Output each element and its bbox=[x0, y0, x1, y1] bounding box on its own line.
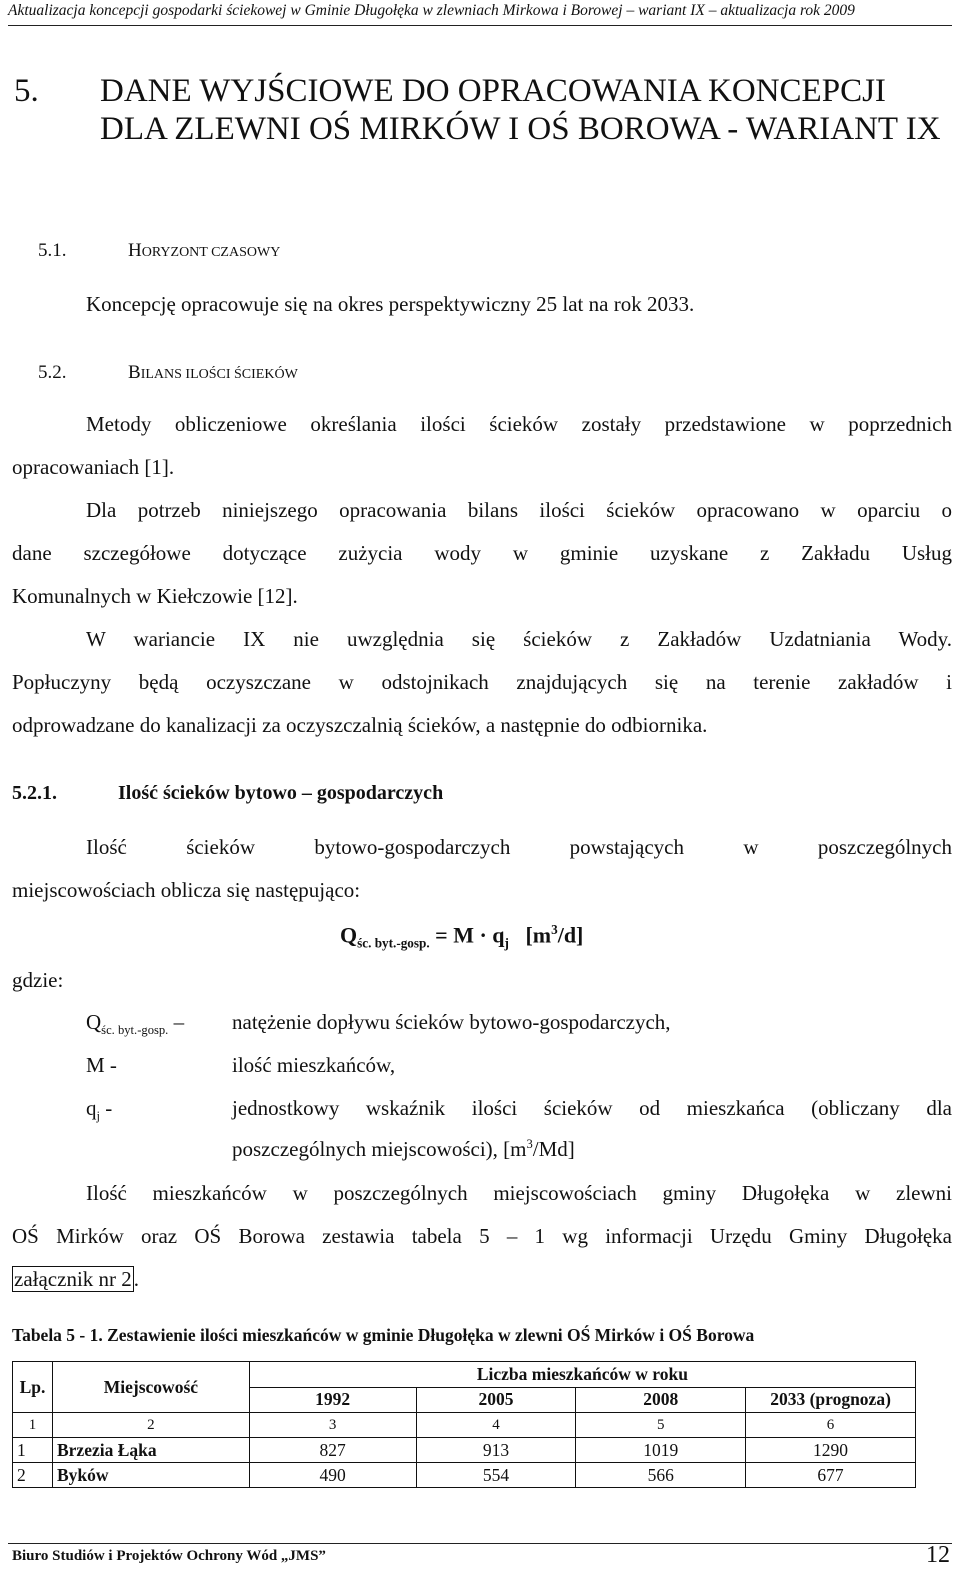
row-place: Byków bbox=[52, 1463, 249, 1488]
paragraph-line: OŚ Mirków oraz OŚ Borowa zestawia tabela 5 – 1 wg informacji Urzędu Gminy Długołęka bbox=[12, 1224, 952, 1248]
definition-symbol: M - bbox=[86, 1053, 117, 1077]
chapter-title: DANE WYJŚCIOWE DO OPRACOWANIA KONCEPCJI DLA ZLEWNI OŚ MIRKÓW I OŚ BOROWA - WARIANT IX bbox=[100, 73, 941, 147]
index-cell: 1 bbox=[13, 1413, 53, 1438]
index-cell: 2 bbox=[52, 1413, 249, 1438]
text: poszczególnych miejscowości), [m bbox=[232, 1137, 527, 1161]
definition-symbol bbox=[86, 1096, 112, 1124]
period: . bbox=[133, 1267, 140, 1291]
paragraph-line bbox=[12, 1267, 139, 1292]
formula-unit: /d] bbox=[557, 922, 584, 948]
year-header: 2033 (prognoza) bbox=[746, 1387, 916, 1413]
table-row bbox=[13, 1463, 916, 1488]
row-value: 554 bbox=[416, 1463, 576, 1488]
text: /Md] bbox=[532, 1137, 575, 1161]
year-header: 2005 bbox=[416, 1387, 576, 1413]
title-rest: ILANS ILOŚCI ŚCIEKÓW bbox=[140, 367, 298, 382]
paragraph-line: Ilość ścieków bytowo-gospodarczych powstających w poszczególnych bbox=[86, 835, 952, 859]
row-value: 913 bbox=[416, 1438, 576, 1463]
row-value: 490 bbox=[249, 1463, 416, 1488]
definition-text bbox=[232, 1137, 575, 1162]
index-cell: 4 bbox=[416, 1413, 576, 1438]
attachment-link[interactable]: załącznik nr 2 bbox=[14, 1267, 132, 1291]
formula-subscript: śc. byt.-gosp. bbox=[357, 935, 430, 951]
formula-equation: = M · q bbox=[429, 922, 505, 948]
definition-text: natężenie dopływu ścieków bytowo-gospodarczych, bbox=[232, 1010, 671, 1034]
index-cell: 3 bbox=[249, 1413, 416, 1438]
definition-symbol bbox=[86, 1010, 184, 1038]
chapter-number: 5. bbox=[14, 73, 39, 109]
section-5-1-paragraph: Koncepcję opracowuje się na okres perspektywiczny 25 lat na rok 2033. bbox=[86, 292, 695, 316]
row-value: 566 bbox=[576, 1463, 746, 1488]
section-5-2-1-title: Ilość ścieków bytowo – gospodarczych bbox=[118, 782, 444, 804]
header-divider bbox=[8, 25, 952, 26]
definition-text: jednostkowy wskaźnik ilości ścieków od mieszkańca (obliczany dla bbox=[232, 1096, 952, 1120]
index-cell: 5 bbox=[576, 1413, 746, 1438]
symbol-separator: - bbox=[100, 1096, 113, 1120]
paragraph-line: Popłuczyny będą oczyszczane w odstojnikach znajdujących się na terenie zakładów i bbox=[12, 670, 952, 694]
title-initial: H bbox=[128, 240, 142, 261]
year-header: 2008 bbox=[576, 1387, 746, 1413]
table-caption: Tabela 5 - 1. Zestawienie ilości mieszkańców w gminie Długołęka w zlewni OŚ Mirków i OŚ Borowa bbox=[12, 1325, 755, 1345]
symbol-subscript: j bbox=[96, 1109, 100, 1124]
row-value: 827 bbox=[249, 1438, 416, 1463]
definition-text: ilość mieszkańców, bbox=[232, 1053, 396, 1077]
formula-subscript: j bbox=[504, 935, 509, 951]
unit-exp: 3 bbox=[526, 1137, 533, 1151]
page-number: 12 bbox=[926, 1542, 950, 1568]
paragraph-line: Ilość mieszkańców w poszczególnych miejscowościach gminy Długołęka w zlewni bbox=[86, 1181, 952, 1205]
symbol: Q bbox=[86, 1010, 102, 1034]
running-header: Aktualizacja koncepcji gospodarki ściekowej w Gminie Długołęka w zlewniach Mirkowa i Borowej – wariant IX – aktualizacja rok 2009 bbox=[8, 2, 855, 19]
row-value: 1290 bbox=[746, 1438, 916, 1463]
col-header-lp: Lp. bbox=[13, 1362, 53, 1413]
row-lp: 1 bbox=[13, 1438, 53, 1463]
group-header: Liczba mieszkańców w roku bbox=[249, 1362, 915, 1388]
table-index-row bbox=[13, 1413, 916, 1438]
footer-text: Biuro Studiów i Projektów Ochrony Wód „JMS” bbox=[12, 1548, 326, 1564]
paragraph-line: dane szczegółowe dotyczące zużycia wody w gminie uzyskane z Zakładu Usług bbox=[12, 541, 952, 565]
row-value: 677 bbox=[746, 1463, 916, 1488]
section-5-1-title bbox=[128, 240, 280, 262]
paragraph-line: Komunalnych w Kiełczowie [12]. bbox=[12, 584, 298, 608]
index-cell: 6 bbox=[746, 1413, 916, 1438]
table-row bbox=[13, 1438, 916, 1463]
footer-divider bbox=[8, 1543, 952, 1544]
col-header-place: Miejscowość bbox=[52, 1362, 249, 1413]
formula-unit: [m bbox=[525, 922, 552, 948]
section-5-2-number: 5.2. bbox=[38, 362, 67, 383]
row-value: 1019 bbox=[576, 1438, 746, 1463]
paragraph-line: Dla potrzeb niniejszego opracowania bilans ilości ścieków opracowano w oparciu o bbox=[86, 498, 952, 522]
year-header: 1992 bbox=[249, 1387, 416, 1413]
population-table bbox=[12, 1361, 916, 1488]
section-5-2-1-number: 5.2.1. bbox=[12, 782, 57, 804]
where-label: gdzie: bbox=[12, 968, 64, 992]
formula bbox=[340, 922, 583, 952]
paragraph-line: odprowadzane do kanalizacji za oczyszczalnią ścieków, a następnie do odbiornika. bbox=[12, 713, 708, 737]
section-5-1-number: 5.1. bbox=[38, 240, 67, 261]
row-lp: 2 bbox=[13, 1463, 53, 1488]
table-header-row bbox=[13, 1362, 916, 1388]
paragraph-line: W wariancie IX nie uwzględnia się ścieków z Zakładów Uzdatniania Wody. bbox=[86, 627, 952, 651]
symbol-separator: – bbox=[168, 1010, 185, 1034]
paragraph-line: Metody obliczeniowe określania ilości ścieków zostały przedstawione w poprzednich bbox=[86, 412, 952, 436]
formula-symbol: Q bbox=[340, 922, 358, 948]
row-place: Brzezia Łąka bbox=[52, 1438, 249, 1463]
title-initial: B bbox=[128, 362, 141, 383]
symbol-subscript: śc. byt.-gosp. bbox=[101, 1023, 169, 1038]
paragraph-line: miejscowościach oblicza się następująco: bbox=[12, 878, 361, 902]
paragraph-line: opracowaniach [1]. bbox=[12, 455, 175, 479]
section-5-2-title bbox=[128, 362, 298, 384]
formula-unit-exp: 3 bbox=[551, 922, 558, 937]
title-rest: ORYZONT CZASOWY bbox=[141, 245, 281, 260]
symbol: q bbox=[86, 1096, 97, 1120]
